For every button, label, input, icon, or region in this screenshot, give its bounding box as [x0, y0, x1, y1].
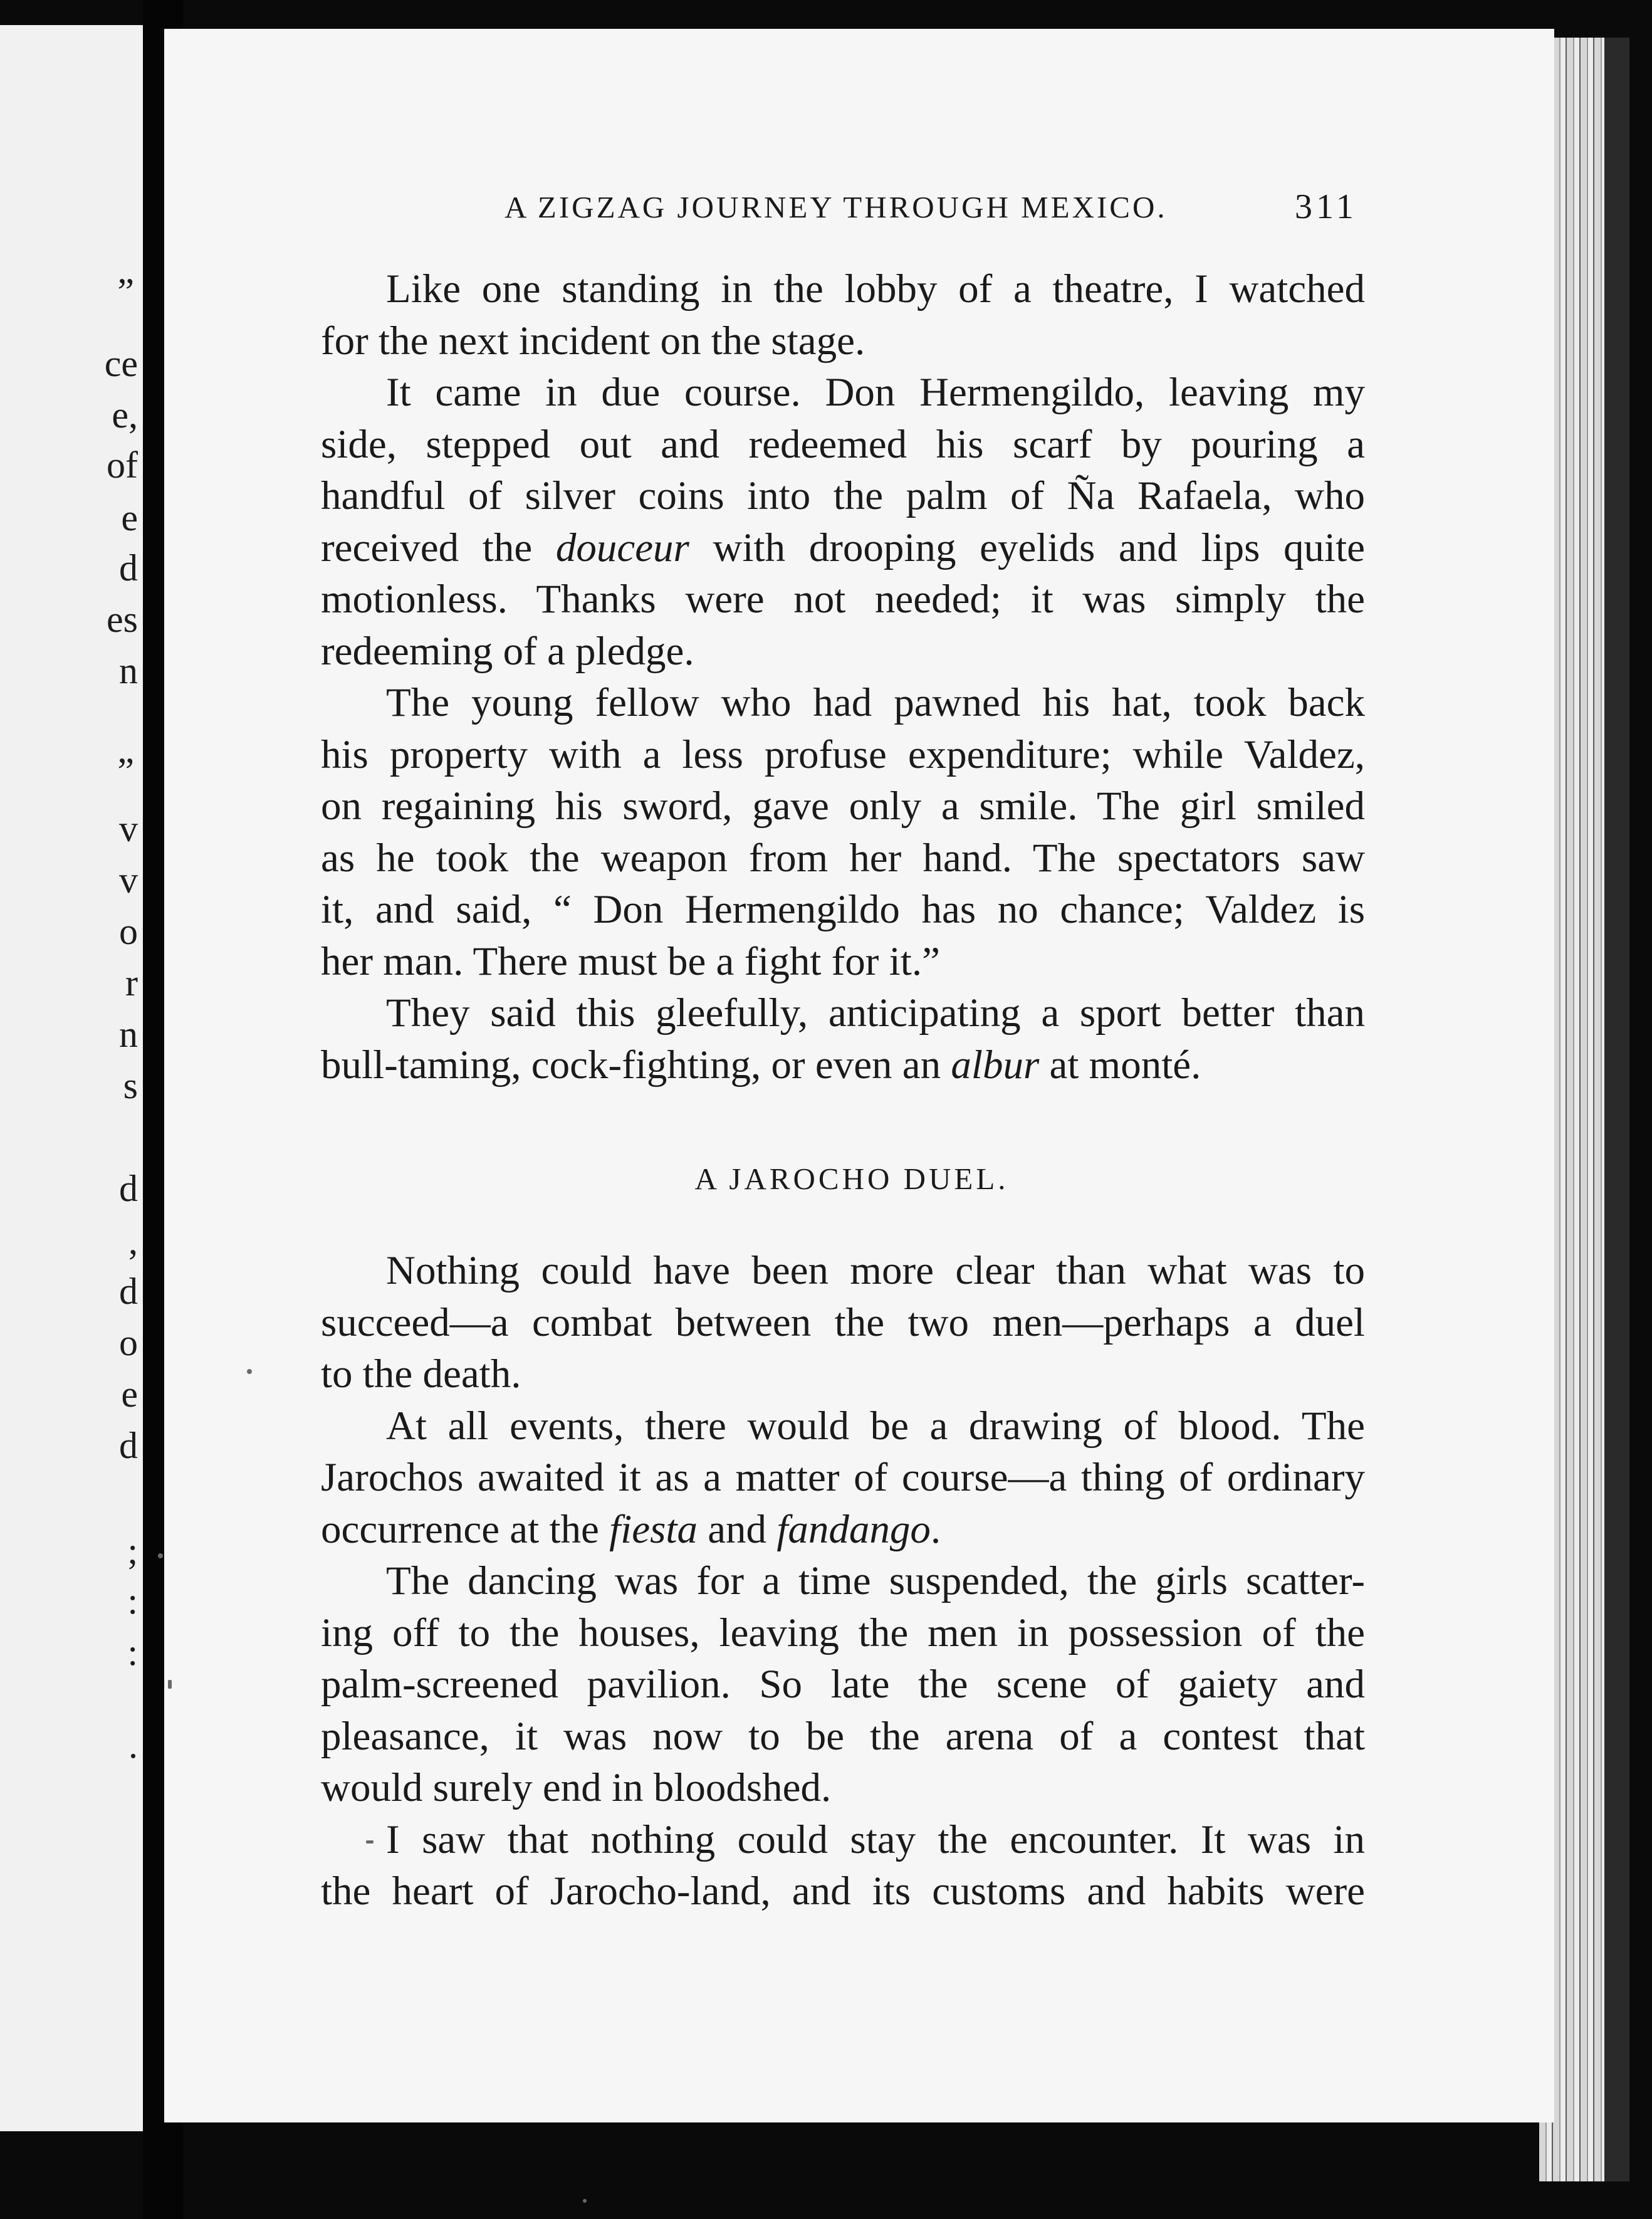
- left-page-fragment: .: [128, 1724, 138, 1766]
- italic-word: fiesta: [609, 1506, 698, 1552]
- text-line: The young fellow who had pawned his hat, took back: [386, 680, 1365, 725]
- left-page-fragment: ”: [117, 750, 134, 792]
- text-line: her man. There must be a fight for it.”: [321, 938, 940, 984]
- text-line: The dancing was for a time suspended, the girls scatter-: [386, 1558, 1365, 1603]
- text-line: the heart of Jarocho-land, and its customs and habits were: [321, 1869, 1365, 1914]
- text-line: would surely end in bloodshed.: [321, 1765, 832, 1810]
- text-line: [321, 1039, 1365, 1091]
- left-page-fragment: d: [119, 1168, 138, 1209]
- text-run: received the: [321, 525, 556, 570]
- left-page-fragment: v: [119, 808, 138, 849]
- text-line: on regaining his sword, gave only a smile. The girl smiled: [321, 784, 1365, 829]
- left-page-fragment: v: [119, 859, 138, 901]
- text-block-lower: [321, 1245, 1365, 1917]
- text-run: at monté.: [1039, 1042, 1201, 1088]
- left-page-fragment: d: [119, 547, 138, 589]
- paragraph: [321, 677, 1365, 987]
- text-line: At all events, there would be a drawing of blood. The: [386, 1403, 1365, 1449]
- text-line: Like one standing in the lobby of a theatre, I watched: [386, 266, 1365, 312]
- paragraph: [321, 1245, 1365, 1400]
- text-run: .: [930, 1506, 941, 1552]
- left-page-fragment: e: [121, 1373, 138, 1415]
- left-page-fragment: ,: [128, 1220, 138, 1262]
- left-page-fragment: d: [119, 1271, 138, 1312]
- scan-speck: [366, 1840, 374, 1844]
- italic-word: fandango: [776, 1506, 931, 1552]
- text-line: It came in due course. Don Hermengildo, leaving my: [386, 370, 1365, 415]
- paragraph: [321, 987, 1365, 1091]
- text-run: bull-taming, cock-fighting, or even an: [321, 1042, 951, 1088]
- left-page-fragment: ”: [117, 271, 134, 312]
- text-line: to the death.: [321, 1351, 521, 1397]
- paragraph: [321, 1814, 1365, 1917]
- paragraph: [321, 1400, 1365, 1556]
- text-line: [321, 522, 1365, 574]
- text-block-upper: [321, 263, 1365, 1091]
- left-page-fragment: n: [119, 650, 138, 691]
- scan-speck: [158, 1553, 163, 1558]
- text-line: as he took the weapon from her hand. The spectators saw: [321, 835, 1365, 881]
- left-page-fragment: r: [125, 962, 138, 1004]
- left-facing-page: [0, 25, 143, 2131]
- scan-speck: [247, 1369, 252, 1374]
- italic-word: albur: [951, 1042, 1040, 1088]
- left-page-fragment: o: [119, 1322, 138, 1363]
- text-line: his property with a less profuse expenditure; while Valdez,: [321, 732, 1365, 777]
- page-number: 311: [1295, 187, 1357, 226]
- text-line: ing off to the houses, leaving the men in possession of the: [321, 1610, 1365, 1655]
- text-run: and: [697, 1506, 777, 1552]
- text-line: Jarochos awaited it as a matter of course—a thing of ordinary: [321, 1455, 1365, 1500]
- section-heading: A JAROCHO DUEL.: [694, 1162, 1009, 1196]
- left-page-fragment: o: [119, 911, 138, 952]
- left-page-fragment: s: [123, 1065, 138, 1106]
- left-page-fragment: of: [107, 444, 138, 486]
- left-page-fragment: ce: [104, 343, 138, 384]
- page-edge-shadow: [1604, 38, 1629, 2181]
- left-page-fragment: e: [121, 497, 138, 538]
- text-line: side, stepped out and redeemed his scarf by pouring a: [321, 421, 1365, 467]
- text-line: [321, 1504, 1365, 1556]
- scan-speck: [583, 2199, 587, 2203]
- text-line: it, and said, “ Don Hermengildo has no chance; Valdez is: [321, 887, 1365, 932]
- text-line: They said this gleefully, anticipating a sport better than: [386, 990, 1365, 1036]
- text-line: succeed—a combat between the two men—perhaps a duel: [321, 1299, 1365, 1345]
- text-run: with drooping eyelids and lips quite: [689, 525, 1365, 570]
- text-line: for the next incident on the stage.: [321, 318, 865, 364]
- paragraph: [321, 1555, 1365, 1814]
- left-page-fragment: d: [119, 1425, 138, 1466]
- text-line: Nothing could have been more clear than what was to: [386, 1248, 1365, 1293]
- left-page-fragment: es: [107, 599, 138, 640]
- left-page-fragment: :: [127, 1632, 138, 1673]
- text-line: palm-screened pavilion. So late the scene of gaiety and: [321, 1662, 1365, 1707]
- text-line: redeeming of a pledge.: [321, 628, 694, 674]
- text-line: I saw that nothing could stay the encounter. It was in: [386, 1817, 1365, 1862]
- text-run: occurrence at the: [321, 1506, 610, 1552]
- left-page-fragment: e,: [112, 394, 138, 436]
- text-line: pleasance, it was now to be the arena of a contest that: [321, 1713, 1365, 1759]
- paragraph: [321, 367, 1365, 677]
- running-head: A ZIGZAG JOURNEY THROUGH MEXICO.: [504, 190, 1168, 224]
- text-line: handful of silver coins into the palm of Ña Rafaela, who: [321, 473, 1365, 518]
- left-page-fragment: ;: [127, 1530, 138, 1571]
- italic-word: douceur: [555, 525, 689, 570]
- paragraph: [321, 263, 1365, 367]
- left-page-fragment: :: [127, 1580, 138, 1622]
- scan-speck: [168, 1680, 172, 1689]
- left-page-fragment: n: [119, 1014, 138, 1055]
- text-line: motionless. Thanks were not needed; it was simply the: [321, 577, 1365, 622]
